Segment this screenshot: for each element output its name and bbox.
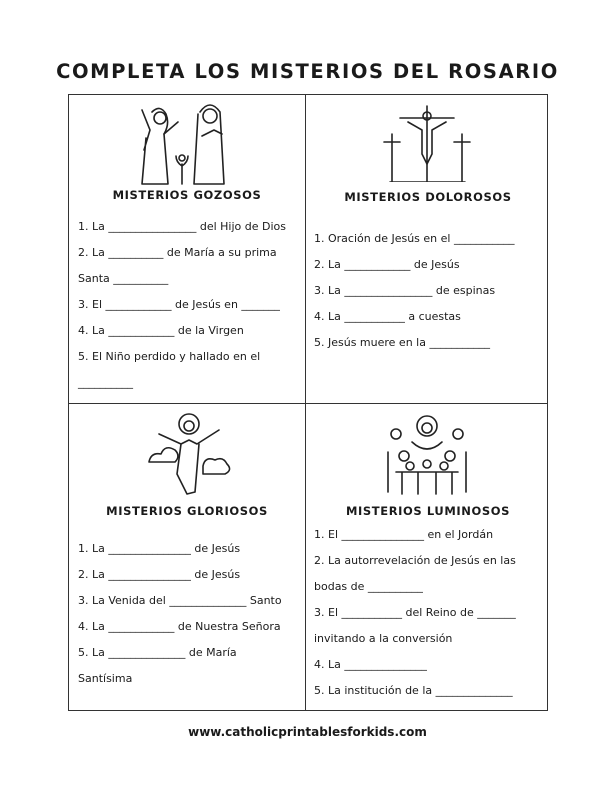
section-title: MISTERIOS LUMINOSOS	[345, 504, 511, 518]
fill-in-line: 2. La autorrevelación de Jesús en las	[314, 554, 516, 567]
fill-in-line: Santísima	[78, 672, 133, 685]
fill-in-line: 5. La institución de la ______________	[314, 684, 513, 697]
fill-in-line: 3. La Venida del ______________ Santo	[78, 594, 282, 607]
fill-in-line: 4. La ____________ de Nuestra Señora	[78, 620, 281, 633]
fill-in-line: 4. La _______________	[314, 658, 427, 671]
fill-in-line: 5. La ______________ de María	[78, 646, 237, 659]
section-title: MISTERIOS GOZOSOS	[112, 188, 262, 202]
fill-in-line: 1. La ________________ del Hijo de Dios	[78, 220, 287, 233]
fill-in-line: 3. El ___________ del Reino de _______	[314, 606, 516, 619]
fill-in-line: 3. La ________________ de espinas	[314, 284, 496, 297]
fill-in-line: 4. La ____________ de la Virgen	[78, 324, 244, 337]
luminous-illustration	[382, 412, 472, 500]
fill-in-line: 1. El _______________ en el Jordán	[314, 528, 494, 541]
divider	[68, 403, 548, 404]
fill-in-line: 2. La __________ de María a su prima	[78, 246, 277, 259]
fill-in-line: 1. La _______________ de Jesús	[78, 542, 241, 555]
crucifixion-illustration	[380, 102, 475, 186]
section-title: MISTERIOS GLORIOSOS	[106, 504, 268, 518]
fill-in-line: Santa __________	[78, 272, 169, 285]
fill-in-line: 2. La ____________ de Jesús	[314, 258, 460, 271]
section-gozosos	[78, 188, 296, 396]
ascension-illustration	[145, 410, 233, 502]
fill-in-line: bodas de __________	[314, 580, 423, 593]
fill-in-line: 2. La _______________ de Jesús	[78, 568, 241, 581]
section-dolorosos	[314, 190, 542, 356]
fill-in-line: 5. El Niño perdido y hallado en el	[78, 350, 261, 363]
fill-in-line: 5. Jesús muere en la ___________	[314, 336, 490, 349]
page-title: COMPLETA LOS MISTERIOS DEL ROSARIO	[56, 60, 559, 83]
website-footer: www.catholicprintablesforkids.com	[188, 725, 427, 739]
fill-in-line: invitando a la conversión	[314, 632, 453, 645]
section-title: MISTERIOS DOLOROSOS	[344, 190, 512, 204]
annunciation-illustration	[130, 100, 245, 192]
section-gloriosos	[78, 504, 296, 692]
section-luminosos	[314, 504, 542, 704]
fill-in-line: __________	[78, 376, 133, 389]
fill-in-line: 4. La ___________ a cuestas	[314, 310, 461, 323]
fill-in-line: 3. El ____________ de Jesús en _______	[78, 298, 280, 311]
fill-in-line: 1. Oración de Jesús en el ___________	[314, 232, 515, 245]
